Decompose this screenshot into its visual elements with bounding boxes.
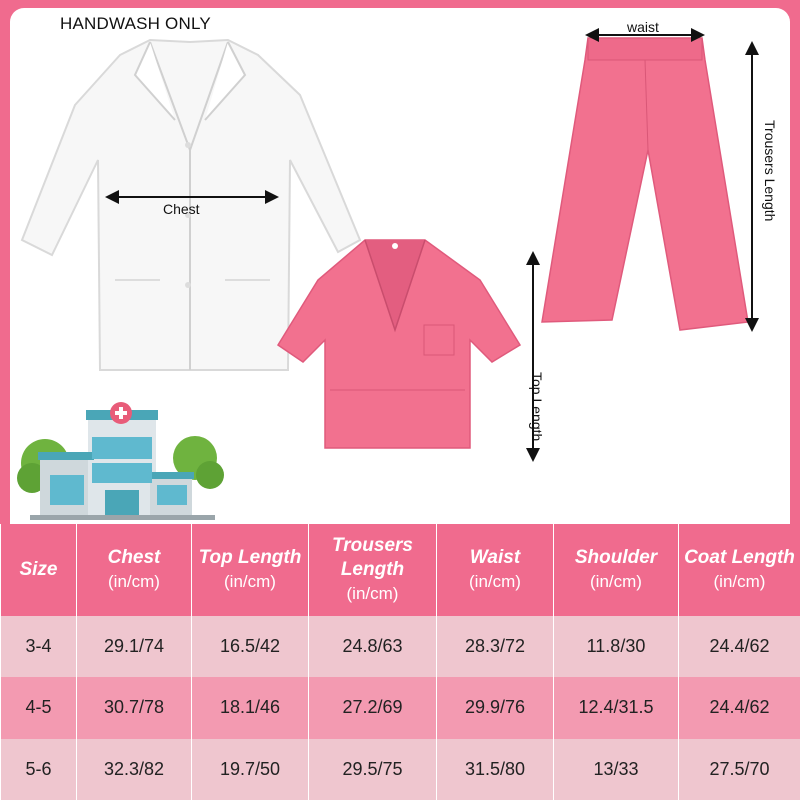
header-shoulder: Shoulder (in/cm) (554, 524, 679, 616)
trousers-image (542, 38, 748, 330)
waist-label: waist (627, 19, 659, 35)
cell-waist: 29.9/76 (437, 677, 554, 738)
header-size: Size (1, 524, 77, 616)
cell-coat-length: 27.5/70 (679, 739, 800, 800)
chest-label: Chest (163, 201, 200, 217)
cell-trousers-length: 24.8/63 (309, 616, 437, 677)
cell-trousers-length: 27.2/69 (309, 677, 437, 738)
header-coat-length: Coat Length (in/cm) (679, 524, 800, 616)
cell-top-length: 18.1/46 (192, 677, 309, 738)
cell-shoulder: 12.4/31.5 (554, 677, 679, 738)
cell-coat-length: 24.4/62 (679, 677, 800, 738)
header-top-length: Top Length (in/cm) (192, 524, 309, 616)
table-header-row (1, 524, 800, 616)
cell-coat-length: 24.4/62 (679, 616, 800, 677)
cell-size: 4-5 (1, 677, 77, 738)
size-chart-table (0, 524, 800, 800)
cell-chest: 30.7/78 (77, 677, 192, 738)
table-row (1, 616, 800, 677)
cell-waist: 28.3/72 (437, 616, 554, 677)
cell-top-length: 16.5/42 (192, 616, 309, 677)
cell-waist: 31.5/80 (437, 739, 554, 800)
cell-trousers-length: 29.5/75 (309, 739, 437, 800)
cell-shoulder: 11.8/30 (554, 616, 679, 677)
cell-chest: 29.1/74 (77, 616, 192, 677)
cell-shoulder: 13/33 (554, 739, 679, 800)
cell-chest: 32.3/82 (77, 739, 192, 800)
scrub-top-image (278, 240, 520, 448)
cell-size: 3-4 (1, 616, 77, 677)
header-trousers-length: Trousers Length (in/cm) (309, 524, 437, 616)
cell-top-length: 19.7/50 (192, 739, 309, 800)
header-chest: Chest (in/cm) (77, 524, 192, 616)
table-row (1, 739, 800, 800)
trousers-length-label: Trousers Length (762, 120, 778, 222)
top-length-label: Top Length (529, 372, 545, 442)
table-row (1, 677, 800, 738)
hospital-icon (17, 402, 224, 520)
care-note: HANDWASH ONLY (60, 14, 211, 33)
cell-size: 5-6 (1, 739, 77, 800)
header-waist: Waist (in/cm) (437, 524, 554, 616)
